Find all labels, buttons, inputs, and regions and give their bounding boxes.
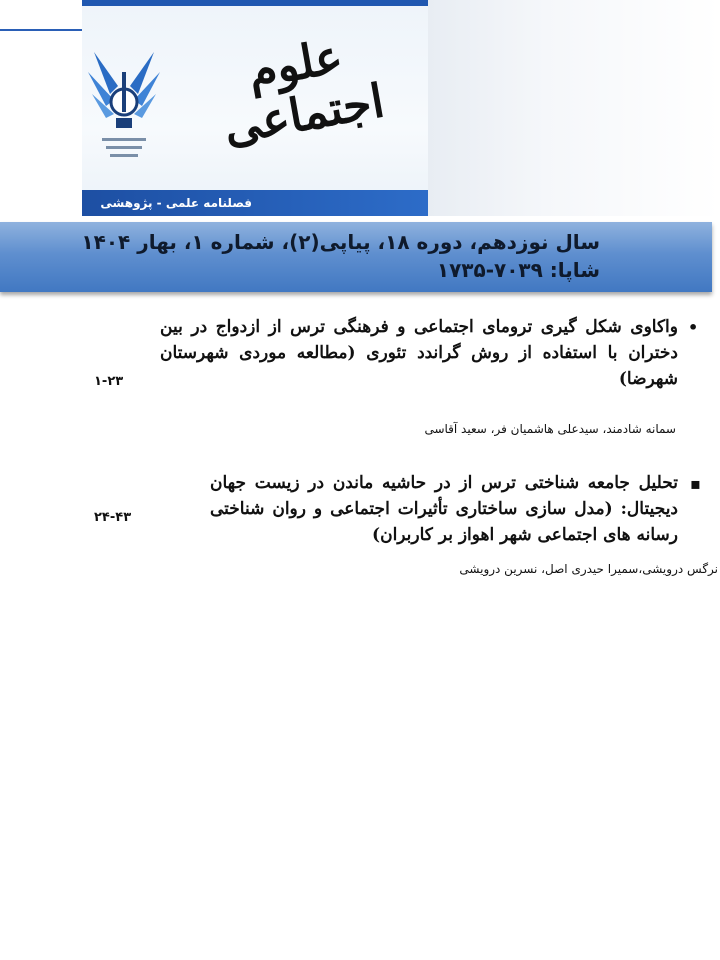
cover-top-band bbox=[82, 0, 428, 6]
azad-university-emblem-icon bbox=[88, 42, 160, 166]
article-1-bullet: • bbox=[688, 318, 699, 337]
cover-subtitle: فصلنامه علمی - پژوهشی bbox=[100, 196, 252, 210]
article-1-pages: ۱-۲۳ bbox=[94, 374, 124, 389]
cover-title: علوم اجتماعی bbox=[219, 28, 389, 155]
issue-info: سال نوزدهم، دوره ۱۸، پیاپی(۲)، شماره ۱، بهار ۱۴۰۴ bbox=[81, 230, 600, 254]
article-2-title[interactable]: تحلیل جامعه شناختی ترس از در حاشیه ماندن در زیست جهان دیجیتال: (مدل سازی ساختاری تأثیرات اجتماعی و روان شناختی رسانه های اجتماعی شهر اهواز بر کاربران) bbox=[210, 473, 678, 545]
article-1-authors: سمانه شادمند، سیدعلی هاشمیان فر، سعید آقاسی bbox=[424, 422, 676, 436]
article-1-title[interactable]: واکاوی شکل گیری ترومای اجتماعی و فرهنگی ترس از ازدواج در بین دختران با استفاده از روش گراندد تئوری (مطالعه موردی شهرستان شهرضا) bbox=[160, 317, 678, 389]
article-2-authors: نرگس درویشی،سمیرا حیدری اصل، نسرین درویشی bbox=[459, 562, 718, 576]
article-2-pages: ۲۴-۴۳ bbox=[94, 510, 132, 525]
issn: شاپا: ۷۰۳۹-۱۷۳۵ bbox=[436, 258, 600, 282]
header-rule-left bbox=[0, 29, 82, 31]
article-1-title-block bbox=[160, 314, 678, 392]
article-2-bullet: ▪ bbox=[690, 474, 701, 493]
header-background-right bbox=[428, 0, 720, 216]
article-2-title-block bbox=[210, 470, 678, 548]
journal-cover bbox=[82, 0, 428, 216]
issue-banner bbox=[0, 222, 712, 292]
